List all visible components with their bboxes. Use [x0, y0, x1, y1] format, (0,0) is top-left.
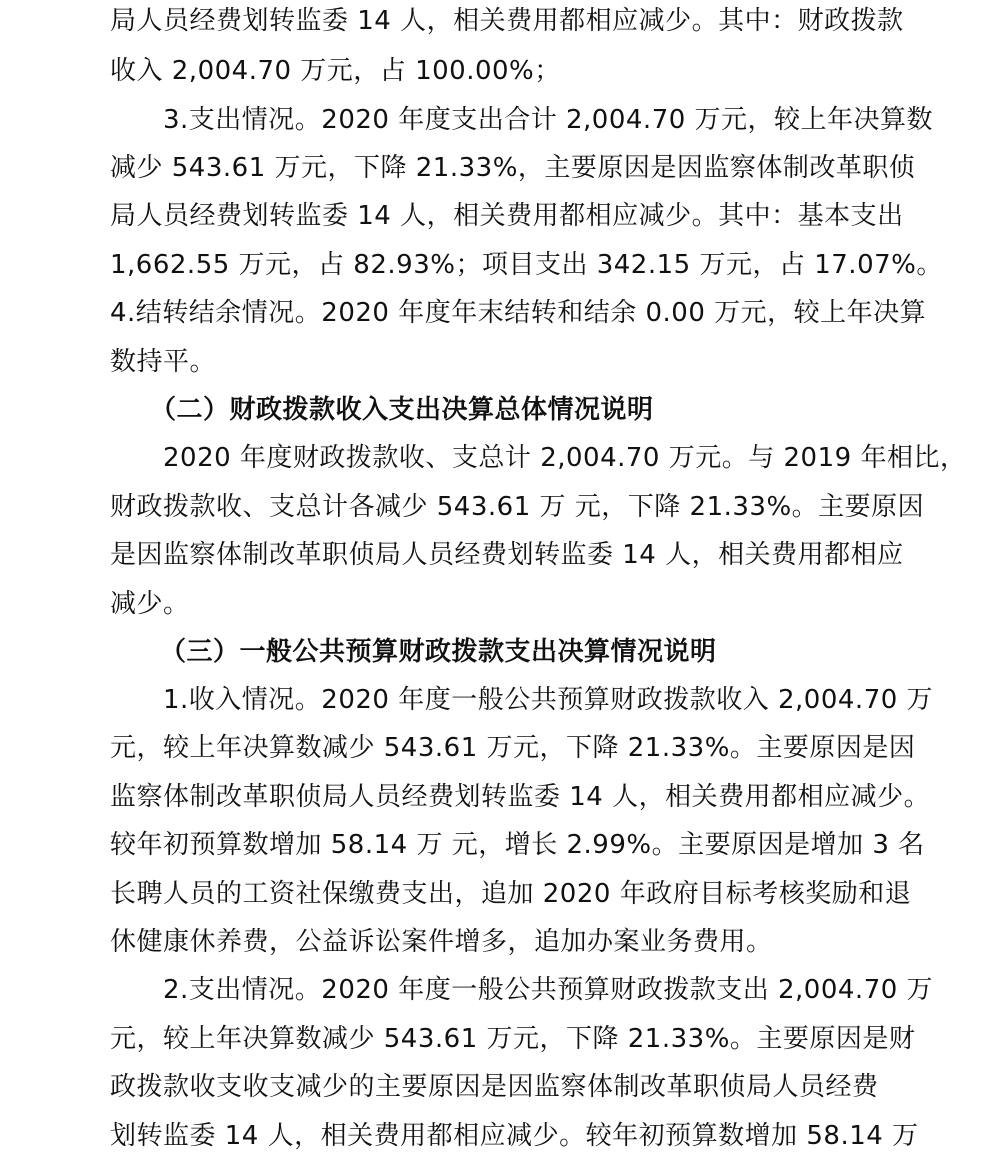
- text-line: 收入 2,004.70 万元，占 100.00%；: [110, 56, 561, 86]
- text-line: 局人员经费划转监委 14 人，相关费用都相应减少。其中：财政拨款: [110, 6, 904, 36]
- text-line: 减少。: [110, 589, 190, 619]
- text-line: 1,662.55 万元，占 82.93%；项目支出 342.15 万元，占 17.07%。: [110, 250, 943, 280]
- section-heading-carryover: 4.结转结余情况。2020 年度年末结转和结余 0.00 万元，较上年决算: [110, 298, 927, 328]
- text-line: 是因监察体制改革职侦局人员经费划转监委 14 人，相关费用都相应: [110, 540, 904, 570]
- text-line: 数持平。: [110, 347, 217, 377]
- text-line: 监察体制改革职侦局人员经费划转监委 14 人，相关费用都相应减少。: [110, 782, 931, 812]
- text-line: 财政拨款收、支总计各减少 543.61 万 元，下降 21.33%。主要原因: [110, 492, 925, 522]
- text-line: 元，较上年决算数减少 543.61 万元，下降 21.33%。主要原因是财: [110, 1024, 916, 1054]
- text-line: 元，较上年决算数减少 543.61 万元，下降 21.33%。主要原因是因: [110, 733, 916, 763]
- text-line: 长聘人员的工资社保缴费支出，追加 2020 年政府目标考核奖励和退: [110, 879, 912, 909]
- text-line: 减少 543.61 万元，下降 21.33%，主要原因是因监察体制改革职侦: [110, 153, 916, 183]
- text-line: 政拨款收支收支减少的主要原因是因监察体制改革职侦局人员经费: [110, 1072, 879, 1102]
- text-line: 2020 年度财政拨款收、支总计 2,004.70 万元。与 2019 年相比，: [163, 443, 967, 473]
- text-line: 较年初预算数增加 58.14 万 元，增长 2.99%。主要原因是增加 3 名: [110, 830, 925, 860]
- section-title-3: （三）一般公共预算财政拨款支出决算情况说明: [160, 637, 717, 667]
- section-heading-expenditure-2: 2.支出情况。2020 年度一般公共预算财政拨款支出 2,004.70 万: [163, 975, 934, 1005]
- text-line: 局人员经费划转监委 14 人，相关费用都相应减少。其中：基本支出: [110, 201, 904, 231]
- text-line: 休健康休养费，公益诉讼案件增多，追加办案业务费用。: [110, 927, 773, 957]
- section-title-2: （二）财政拨款收入支出决算总体情况说明: [150, 395, 654, 425]
- text-line: 划转监委 14 人，相关费用都相应减少。较年初预算数增加 58.14 万: [110, 1121, 919, 1151]
- section-heading-expenditure: 3.支出情况。2020 年度支出合计 2,004.70 万元，较上年决算数: [163, 105, 934, 135]
- section-heading-income: 1.收入情况。2020 年度一般公共预算财政拨款收入 2,004.70 万: [163, 685, 934, 715]
